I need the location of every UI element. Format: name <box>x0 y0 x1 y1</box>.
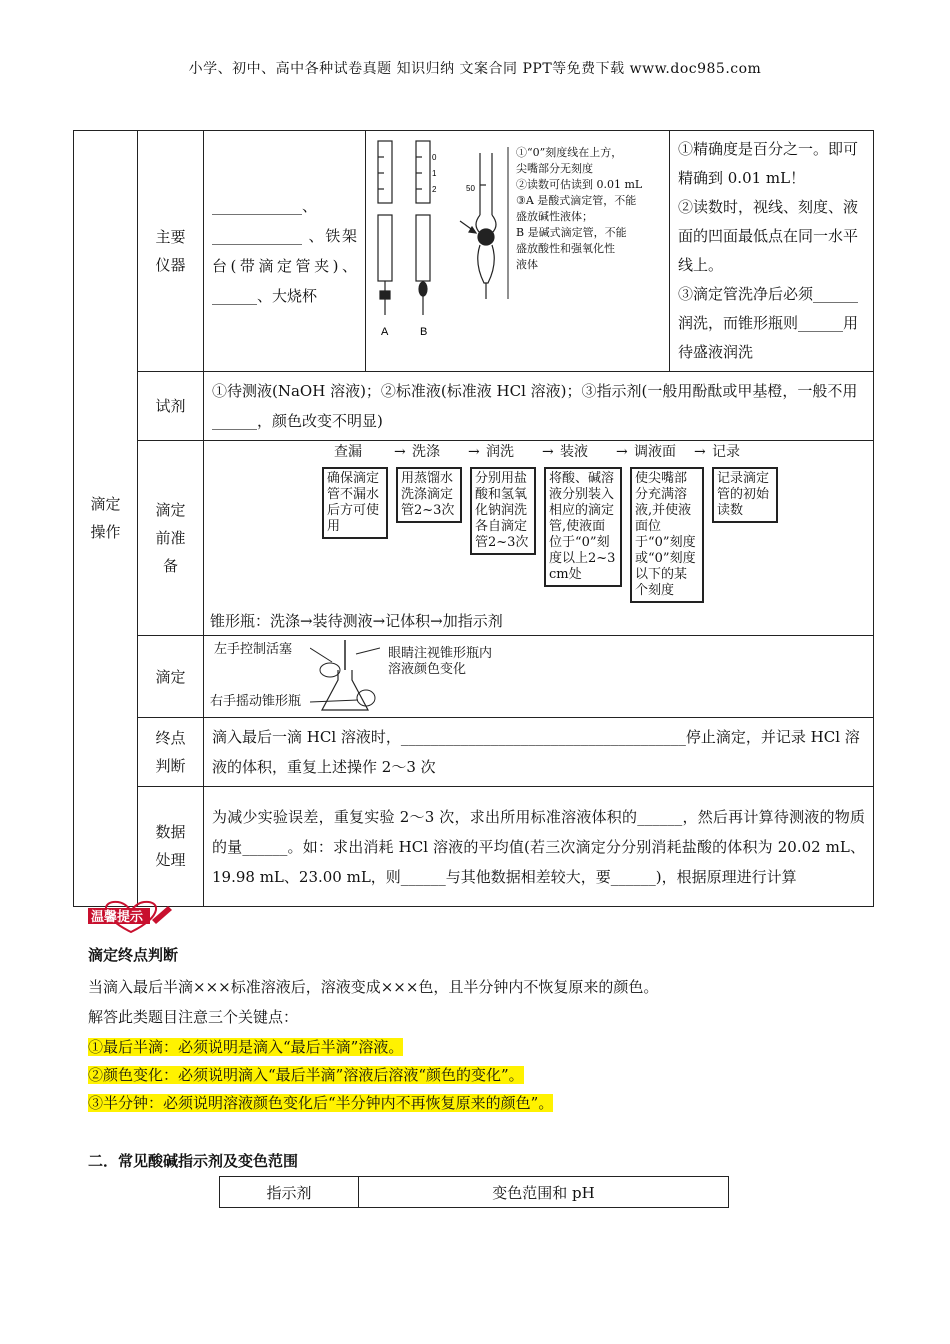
instruments-line2: ____________ 、铁架台(带滴定管夹)、______、大烧杯 <box>212 227 357 305</box>
prep-box-5: 使尖嘴部分充满溶液,并使液面位于“0”刻度或“0”刻度以下的某个刻度 <box>630 467 704 603</box>
data-label: 数据处理 <box>155 823 186 869</box>
reagent-content: ①待测液(NaOH 溶液)；②标准液(标准液 HCl 溶液)；③指示剂(一般用酚酞或甲基橙，一般不用______，颜色改变不明显) <box>204 372 874 441</box>
burette-note-3: ②读数可估读到 0.01 mL <box>516 178 643 191</box>
prep-content <box>204 441 874 636</box>
endpoint-label-cell <box>138 718 204 787</box>
tip-point-1-text: ①最后半滴：必须说明是滴入“最后半滴”溶液。 <box>88 1038 404 1056</box>
instruments-notes-cell <box>670 131 874 372</box>
label-b: B <box>420 326 428 338</box>
indicator-col-header: 指示剂 <box>220 1177 359 1208</box>
page-header: 小学、初中、高中各种试卷真题 知识归纳 文案合同 PPT等免费下载 www.doc985.com <box>188 61 762 77</box>
scale-2: 2 <box>432 185 437 194</box>
burette-diagram-cell <box>366 131 670 372</box>
titration-content <box>204 636 874 718</box>
prep-step-2: 洗涤 <box>412 444 440 460</box>
tip-point-2-text: ②颜色变化：必须说明滴入“最后半滴”溶液后溶液“颜色的变化”。 <box>88 1066 524 1084</box>
prep-step-4: 装液 <box>560 444 588 460</box>
titration-label: 滴定 <box>155 667 186 686</box>
burette-a-icon <box>378 141 392 315</box>
instruments-line1: ____________、 <box>212 197 318 215</box>
burette-note-4: ③A 是酸式滴定管，不能 <box>516 194 637 207</box>
arrow-icon: → <box>616 444 628 460</box>
titration-right: 眼睛注视锥形瓶内溶液颜色变化 <box>388 645 493 677</box>
burette-notes <box>516 145 666 273</box>
tip-title: 滴定终点判断 <box>88 946 179 964</box>
data-label-cell <box>138 787 204 907</box>
tip-point-3-text: ③半分钟：必须说明溶液颜色变化后“半分钟内不再恢复原来的颜色”。 <box>88 1094 554 1112</box>
instruments-note-2: ②读数时，视线、刻度、液面的凹面最低点在同一水平线上。 <box>678 198 859 274</box>
instruments-label: 主要仪器 <box>155 227 186 274</box>
tip-logo-text: 温馨提示 <box>91 910 144 925</box>
instruments-note-1: ①精确度是百分之一。即可精确到 0.01 mL！ <box>678 140 859 187</box>
tip-line-2: 解答此类题目注意三个关键点： <box>88 1008 299 1026</box>
prep-steps <box>334 443 867 461</box>
endpoint-content: 滴入最后一滴 HCl 溶液时，______________________________________停止滴定，并记录 HCl 溶液的体积，重复上述操作 2～3 次 <box>204 718 874 787</box>
burette-zoom-icon <box>460 153 496 299</box>
arrow-icon: → <box>394 444 406 460</box>
tip-point-3 <box>88 1092 553 1113</box>
titration-table <box>73 130 874 907</box>
section-2-title: 二．常见酸碱指示剂及变色范围 <box>88 1152 299 1170</box>
prep-box-3: 分别用盐酸和氢氧化钠润洗各自滴定管2~3次 <box>470 467 536 555</box>
prep-box-1: 确保滴定管不漏水后方可使用 <box>322 467 388 539</box>
burette-note-5: 盛放碱性液体； <box>516 210 593 223</box>
group-label-cell <box>74 131 138 907</box>
prep-flask: 锥形瓶：洗涤→装待测液→记体积→加指示剂 <box>210 612 503 630</box>
prep-box-6: 记录滴定管的初始读数 <box>712 467 778 523</box>
burette-note-2: 尖嘴部分无刻度 <box>516 162 593 175</box>
prep-box-4: 将酸、碱溶液分别装入相应的滴定管,使液面位于“0”刻度以上2~3 cm处 <box>544 467 622 587</box>
scale-0: 0 <box>432 153 437 162</box>
titration-left-top: 左手控制活塞 <box>214 641 293 657</box>
arrow-icon: → <box>542 444 554 460</box>
burette-note-7: 盛放酸性和强氧化性 <box>516 242 615 255</box>
prep-label-cell <box>138 441 204 636</box>
flask-hand-icon <box>310 640 380 714</box>
scale-50: 50 <box>466 184 475 193</box>
burette-b-icon <box>416 141 430 315</box>
indicator-table <box>219 1176 729 1208</box>
prep-box-2: 用蒸馏水洗涤滴定管2~3次 <box>396 467 462 523</box>
label-a: A <box>381 326 389 338</box>
tip-point-1 <box>88 1036 403 1057</box>
prep-step-6: 记录 <box>712 444 740 460</box>
reagent-label-cell <box>138 372 204 441</box>
range-col-header: 变色范围和 pH <box>359 1177 729 1208</box>
prep-step-1: 查漏 <box>334 444 362 460</box>
instruments-content <box>204 131 366 372</box>
prep-step-3: 润洗 <box>486 444 514 460</box>
titration-left-bottom: 右手摇动锥形瓶 <box>210 693 302 709</box>
endpoint-label: 终点判断 <box>155 728 186 775</box>
tip-point-2 <box>88 1064 524 1085</box>
burette-note-1: ①“0”刻度线在上方， <box>516 146 623 159</box>
prep-label: 滴定前准备 <box>155 500 186 575</box>
arrow-icon: → <box>468 444 480 460</box>
group-label: 滴定操作 <box>90 495 121 541</box>
prep-boxes <box>322 467 867 603</box>
prep-step-5: 调液面 <box>634 444 676 460</box>
instruments-label-cell <box>138 131 204 372</box>
instruments-note-3: ③滴定管洗净后必须______润洗，而锥形瓶则______用待盛液润洗 <box>678 285 859 361</box>
arrow-icon: → <box>694 444 706 460</box>
burette-note-8: 液体 <box>516 258 538 271</box>
scale-1: 1 <box>432 169 437 178</box>
data-content: 为减少实验误差，重复实验 2～3 次，求出所用标准溶液体积的______，然后再计算待测液的物质的量______。如：求出消耗 HCl 溶液的平均值(若三次滴定分分别消耗盐酸的体积为 20.02 mL、19.98 mL、23.00 mL，则______与其他数据相差较大，要______)，根据原理进行计算 <box>204 787 874 907</box>
burette-note-6: B 是碱式滴定管，不能 <box>516 226 627 239</box>
tip-line-1: 当滴入最后半滴×××标准溶液后，溶液变成×××色，且半分钟内不恢复原来的颜色。 <box>88 978 659 996</box>
titration-label-cell <box>138 636 204 718</box>
tip-logo <box>88 898 174 934</box>
reagent-label: 试剂 <box>155 397 186 415</box>
